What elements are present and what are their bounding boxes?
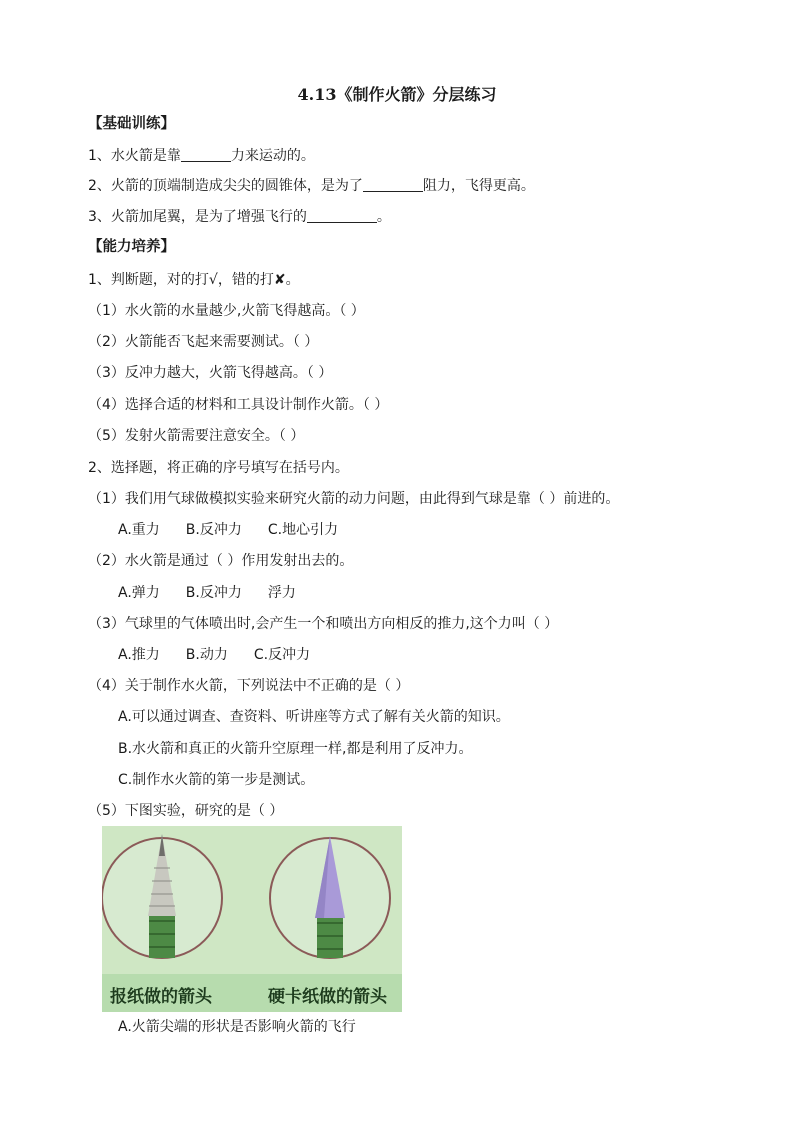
choice-options-2 xyxy=(118,583,296,603)
choice-question-5: （5）下图实验，研究的是（ ） xyxy=(88,803,284,819)
question-text: 3、火箭加尾翼，是为了增强飞行的 xyxy=(88,209,307,225)
option-b: B.水火箭和真正的火箭升空原理一样,都是利用了反冲力。 xyxy=(118,741,473,757)
choice-question-3: （3）气球里的气体喷出时,会产生一个和喷出方向相反的推力,这个力叫（ ） xyxy=(88,616,559,632)
option-c: C.反冲力 xyxy=(253,647,311,663)
judge-intro-text: 1、判断题，对的打 xyxy=(88,272,209,288)
section-heading-ability: 【能力培养】 xyxy=(88,239,175,255)
option-c: C.制作水火箭的第一步是测试。 xyxy=(118,772,315,788)
option-a: A.弹力 xyxy=(118,585,160,601)
judge-intro-text: 。 xyxy=(285,272,300,288)
option-c: C.地心引力 xyxy=(267,522,339,538)
option-b: B.反冲力 xyxy=(185,585,242,601)
choice-question-4: （4）关于制作水火箭，下列说法中不正确的是（ ） xyxy=(88,678,410,694)
check-mark-icon: √ xyxy=(208,272,218,288)
question-text: 。 xyxy=(376,209,391,225)
cross-mark-icon: ✘ xyxy=(273,272,286,288)
judge-item-4: （4）选择合适的材料和工具设计制作火箭。（ ） xyxy=(88,397,389,413)
choice-question-2: （2）水火箭是通过（ ）作用发射出去的。 xyxy=(88,553,354,569)
judge-item-1: （1）水火箭的水量越少,火箭飞得越高。（ ） xyxy=(88,303,365,319)
answer-blank[interactable] xyxy=(181,147,231,162)
rocket-arrowhead-figure xyxy=(102,826,402,1012)
choice-options-3 xyxy=(118,645,310,665)
page-title: 4.13《制作火箭》分层练习 xyxy=(297,85,497,104)
judge-intro-text: ，错的打 xyxy=(217,272,274,288)
option-b: B.反冲力 xyxy=(185,522,242,538)
question-text: 阻力，飞得更高。 xyxy=(422,178,535,194)
option-b: B.动力 xyxy=(185,647,228,663)
question-text: 力来运动的。 xyxy=(230,148,315,164)
caption-cardboard: 硬卡纸做的箭头 xyxy=(268,987,387,1007)
option-a: A.可以通过调查、查资料、听讲座等方式了解有关火箭的知识。 xyxy=(118,709,510,725)
section-heading-basic: 【基础训练】 xyxy=(88,116,175,132)
judge-intro xyxy=(88,270,300,290)
option-a: A.推力 xyxy=(118,647,160,663)
choice-options-1 xyxy=(118,520,338,540)
judge-item-2: （2）火箭能否飞起来需要测试。（ ） xyxy=(88,334,319,350)
answer-blank[interactable] xyxy=(363,177,423,192)
answer-blank[interactable] xyxy=(307,208,377,223)
option-a: A.火箭尖端的形状是否影响火箭的飞行 xyxy=(118,1019,356,1035)
cardboard-arrowhead-image xyxy=(270,836,390,958)
option-a: A.重力 xyxy=(118,522,160,538)
question-basic-3 xyxy=(88,207,391,227)
question-basic-1 xyxy=(88,146,315,166)
question-text: 1、水火箭是靠 xyxy=(88,148,181,164)
judge-item-5: （5）发射火箭需要注意安全。（ ） xyxy=(88,428,305,444)
judge-item-3: （3）反冲力越大，火箭飞得越高。（ ） xyxy=(88,365,333,381)
choice-question-1: （1）我们用气球做模拟实验来研究火箭的动力问题，由此得到气球是靠（ ）前进的。 xyxy=(88,491,620,507)
choice-intro: 2、选择题，将正确的序号填写在括号内。 xyxy=(88,460,349,476)
option-c: 浮力 xyxy=(267,585,296,601)
question-text: 2、火箭的顶端制造成尖尖的圆锥体，是为了 xyxy=(88,178,363,194)
question-basic-2 xyxy=(88,176,535,196)
caption-newspaper: 报纸做的箭头 xyxy=(110,987,212,1007)
